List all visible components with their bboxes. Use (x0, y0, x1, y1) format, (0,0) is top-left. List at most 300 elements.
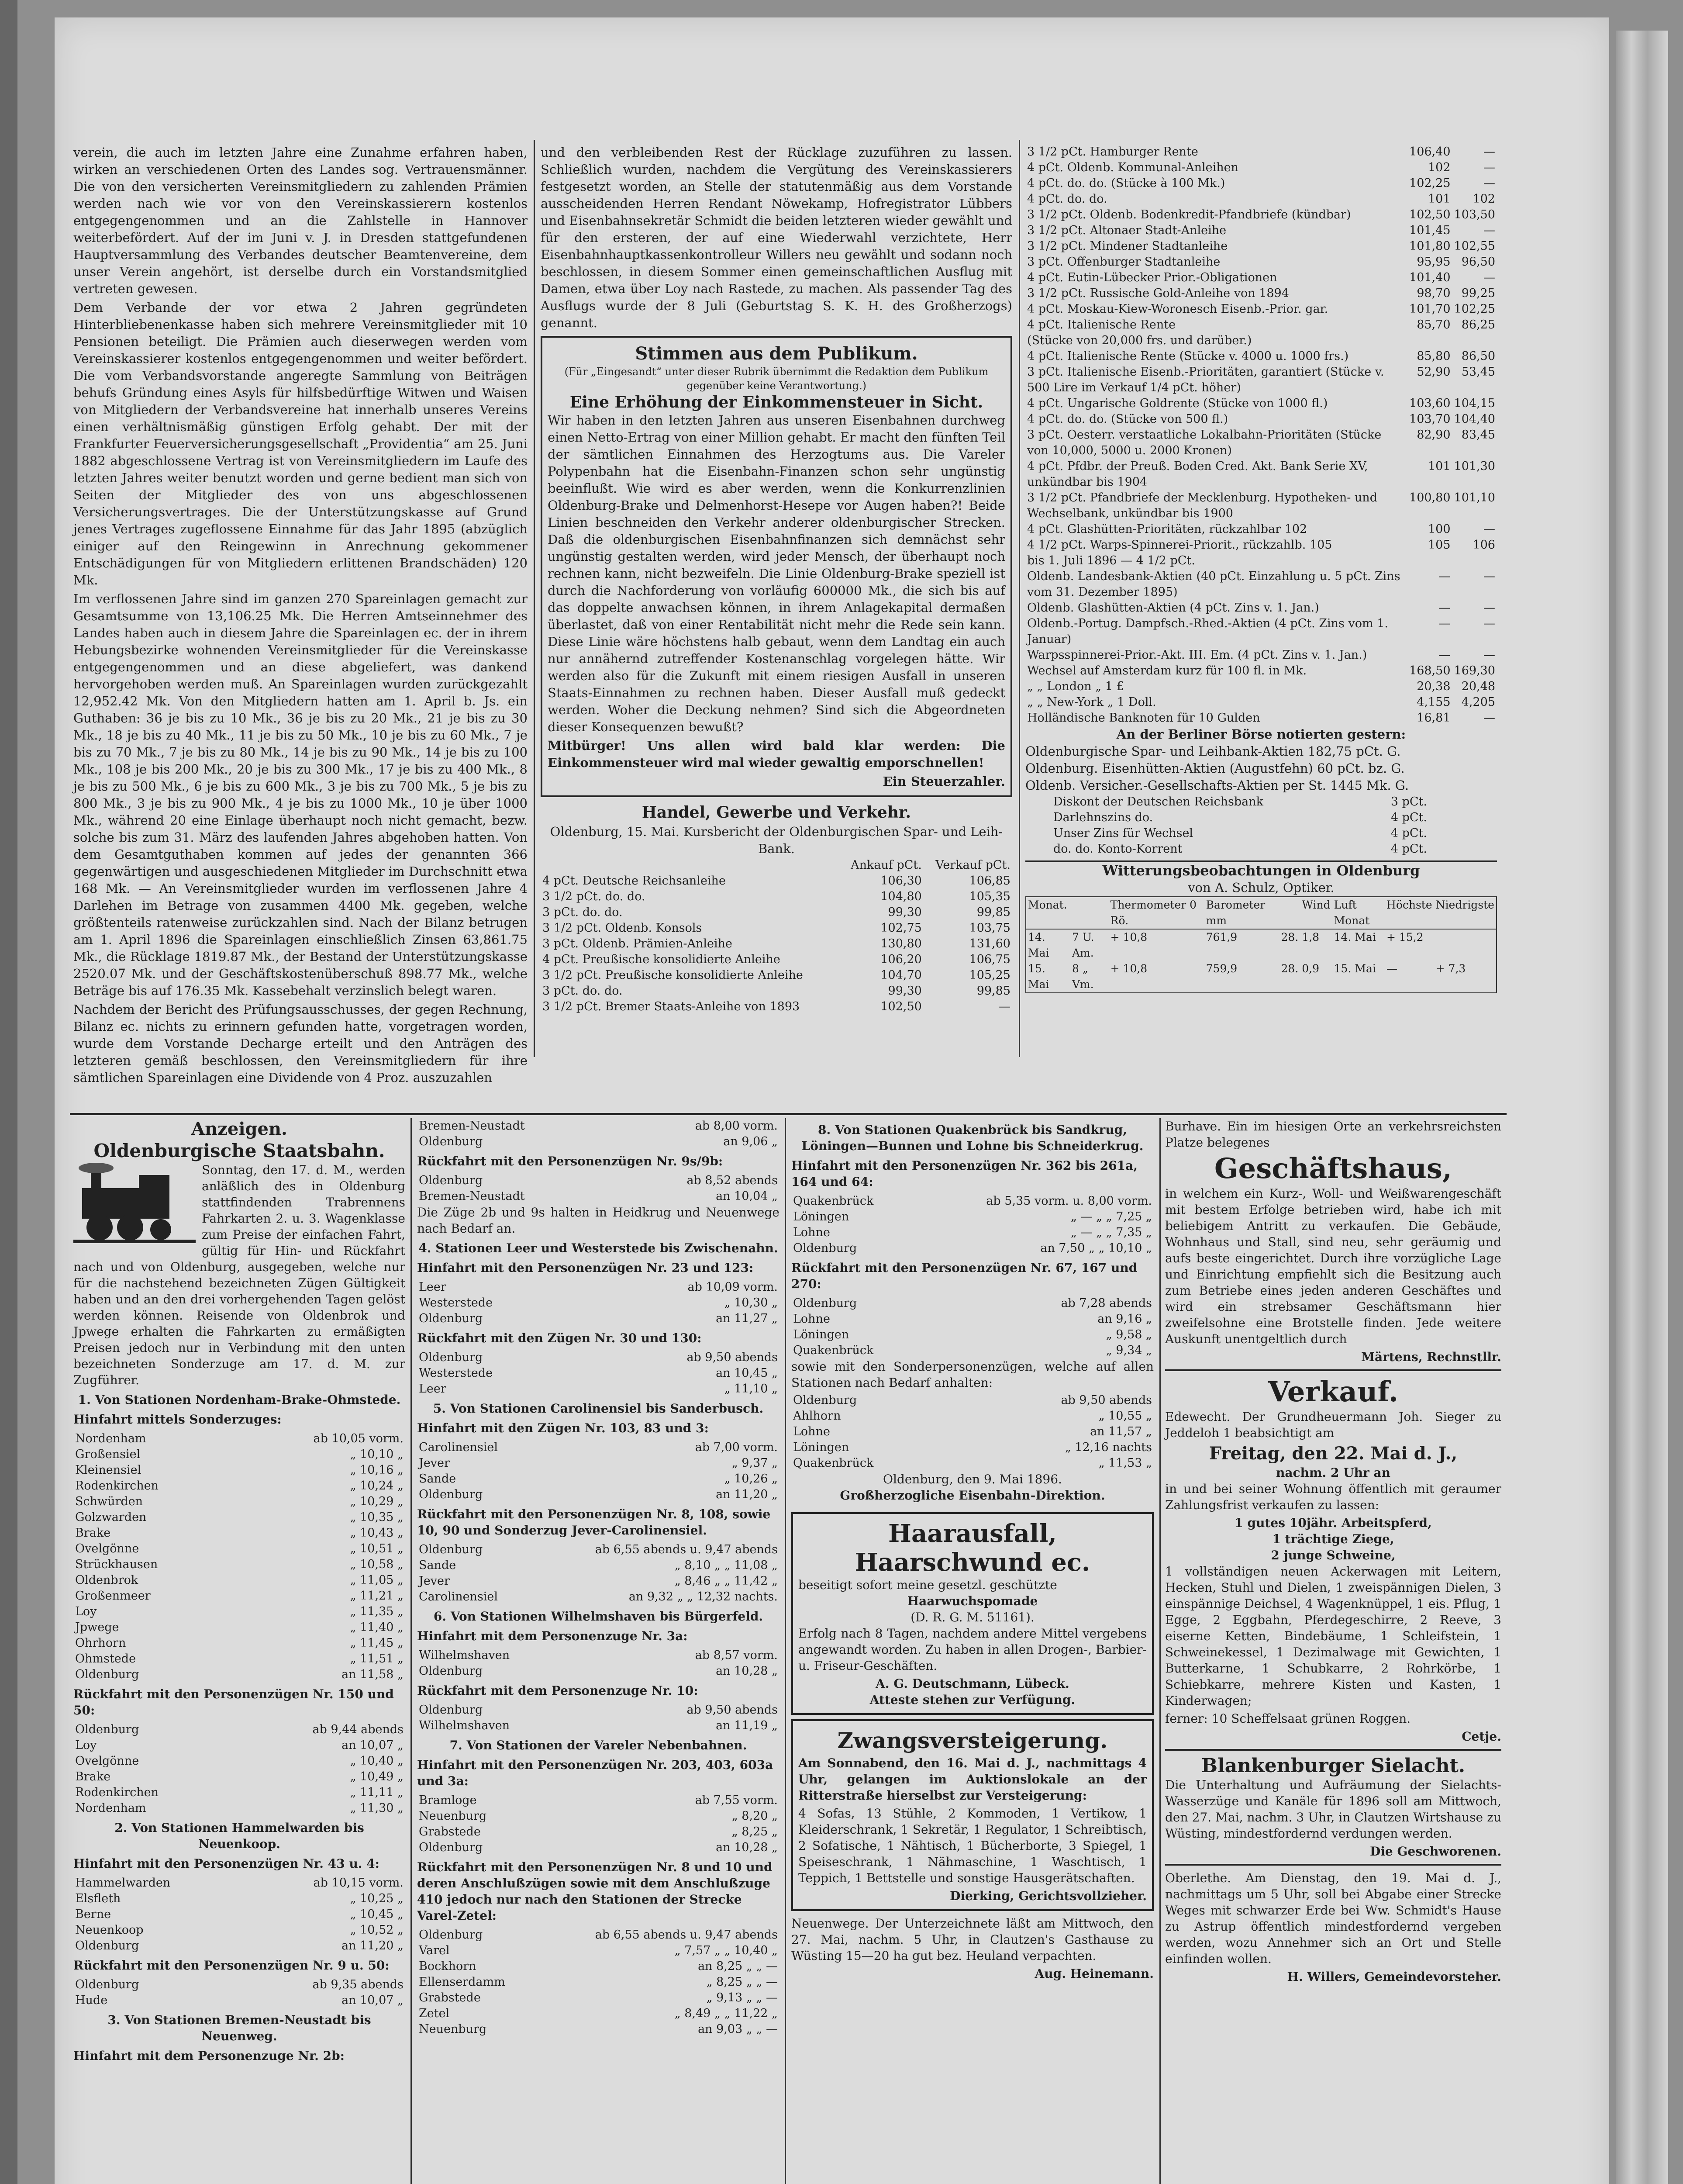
market-table (1025, 144, 1497, 726)
timetable-cell: an 11,20 „ (341, 1939, 404, 1952)
timetable-cell: Carolinensiel (419, 1590, 498, 1603)
timetable-row (417, 1134, 779, 1150)
timetable-cell: „ 11,05 „ (350, 1573, 404, 1587)
zwang-body: 4 Sofas, 13 Stühle, 2 Kommoden, 1 Vertikow, 1 Kleiderschrank, 1 Sekretär, 1 Regulator, 1 Schreibtisch, 2 Sofatische, 1 Nähtisch, 1 Bücherborte, 3 Spiegel, 1 Speiseschrank, 1 Nähmaschine, 1 Waschtisch, 1 Teppich, 1 Bettstelle und sonstige Hausgerätschaften. (798, 1806, 1147, 1885)
market-cell: — (1483, 711, 1495, 725)
timetable-row (417, 1990, 779, 2006)
market-row (1025, 522, 1497, 537)
market-cell: 100,80 (1409, 491, 1451, 505)
market-cell: 102,25 (1454, 302, 1495, 316)
timetable-row (73, 1557, 405, 1572)
market-cell: 4,155 (1417, 695, 1451, 709)
verkauf-time: nachm. 2 Uhr an (1276, 1465, 1391, 1480)
timetable-cell: an 11,19 „ (716, 1719, 778, 1732)
timetable-cell: Sande (419, 1559, 456, 1572)
kurs-row (541, 983, 1012, 999)
timetable (791, 1393, 1154, 1471)
timetable-row (417, 1927, 779, 1943)
rate-label: do. do. Konto-Korrent (1053, 842, 1183, 856)
rates-table (1052, 794, 1429, 857)
timetable-cell: Oldenburg (793, 1393, 857, 1407)
timetable-row (417, 1793, 779, 1808)
hinfahrt-label: Hinfahrt mit dem Personenzuge Nr. 2b: (73, 2049, 345, 2063)
rail-intro: Sonntag, den 17. d. M., werden anläßlich des in Oldenburg stattfindenden Trabrennens Fahrkarten 2. u. 3. Wagenklasse zum Preise der einfachen Fahrt, gültig für Hin- und Rückfahrt nach und von Oldenburg, ausgegeben, welche nur für die nachstehend bezeichneten Zügen Gültigkeit haben und an den drei vorhergehenden Tagen gelöst werden können. Reisende von Oldenbrok und Jpwege erhalten die Fahrkarten zu ermäßigten Preisen jedoch nur in Verbindung mit den unten bezeichneten Sonderzuge am 17. d. M. zur Zugführer. (73, 1163, 405, 1387)
timetable-row (73, 1510, 405, 1525)
market-cell: 4 pCt. Oldenb. Kommunal-Anleihen (1027, 161, 1239, 174)
timetable-cell: „ 10,10 „ (350, 1448, 404, 1461)
market-cell: 3 pCt. Offenburger Stadtanleihe (1027, 255, 1221, 269)
timetable-cell: „ 11,40 „ (350, 1621, 404, 1634)
kurs-row (541, 905, 1012, 920)
timetable-cell: ab 7,00 vorm. (695, 1441, 778, 1454)
timetable-cell: „ 11,35 „ (350, 1605, 404, 1618)
market-cell: Warpsspinnerei-Prior.-Akt. III. Em. (4 pCt. Zins v. 1. Jan.) (1027, 648, 1367, 662)
market-row (1025, 663, 1497, 679)
weather-cell: 15. Mai (1334, 962, 1376, 975)
column-divider (1019, 140, 1020, 1057)
kurs-cell: 3 pCt. Oldenb. Prämien-Anleihe (542, 937, 732, 950)
timetable-row (791, 1327, 1154, 1343)
haar-intro: beseitigt sofort meine gesetzl. geschützte (798, 1578, 1057, 1592)
column-divider (785, 1118, 786, 2184)
timetable (417, 1279, 779, 1327)
market-cell: 4,205 (1461, 695, 1495, 709)
timetable (417, 1118, 779, 1150)
verkauf-item: 1 trächtige Ziege, (1272, 1532, 1394, 1546)
timetable-cell: „ 10,58 „ (350, 1558, 404, 1571)
timetable-row (417, 1943, 779, 1959)
weather-head-cell: Niedrigste (1435, 898, 1494, 911)
rueckfahrt-label: Rückfahrt mit den Personenzügen Nr. 9s/9b: (417, 1154, 723, 1168)
timetable-cell: ab 10,05 vorm. (313, 1432, 404, 1445)
timetable (791, 1296, 1154, 1358)
kurs-cell: 105,25 (969, 968, 1010, 982)
timetable-row (417, 1487, 779, 1503)
timetable-row (417, 1381, 779, 1397)
timetable-cell: „ 10,26 „ (724, 1472, 778, 1486)
timetable-cell: Kleinensiel (75, 1463, 141, 1477)
kurs-cell: 99,85 (976, 984, 1010, 998)
timetable (417, 1793, 779, 1856)
timetable-cell: „ 11,45 „ (350, 1636, 404, 1650)
market-cell: Oldenb. Landesbank-Aktien (40 pCt. Einzahlung u. 5 pCt. Zins vom 31. Dezember 1895) (1027, 570, 1400, 599)
market-cell: 20,48 (1461, 680, 1495, 693)
market-row (1025, 317, 1497, 333)
market-cell: 103,70 (1409, 412, 1451, 426)
rate-row (1052, 794, 1429, 810)
kurs-cell: 106,20 (880, 953, 922, 966)
kurs-cell: 3 1/2 pCt. do. do. (542, 890, 645, 903)
timetable-cell: Ovelgönne (75, 1542, 139, 1555)
timetable-row (417, 1648, 779, 1663)
stimmen-title: Stimmen aus dem Publikum. (635, 343, 918, 364)
market-cell: — (1438, 601, 1451, 615)
timetable-cell: „ 10,43 „ (350, 1526, 404, 1540)
timetable-cell: Berne (75, 1908, 111, 1921)
weather-row (1026, 961, 1497, 993)
timetable-cell: Leer (419, 1280, 446, 1294)
timetable-row (73, 1462, 405, 1478)
market-cell: 106 (1473, 538, 1495, 552)
article-body: Wir haben in den letzten Jahren aus unseren Eisenbahnen durchweg einen Netto-Ertrag von einer Million gehabt. Er macht den fünften Teil der sämtlichen Einnahmen des Herzogtums aus. Die Vareler Polypenbahn hat die Eisenbahn-Finanzen schon sehr ungünstig beeinflußt. Wie wird es aber werden, wenn die Konkurrenzlinien Oldenburg-Brake und Delmenhorst-Hesepe vor Augen haben?! Beide Linien beschneiden den Verkehr anderer oldenburgischer Strecken. Daß die oldenburgischen Eisenbahnfinanzen sich demnächst sehr ungünstig gestalten werden, wird jeder Mensch, der überhaupt noch rechnen kann, nicht bezweifeln. Die Linie Oldenburg-Brake speziell ist durch die Nachforderung von vorläufig 600000 Mk., die sich bis auf das doppelte anwachsen können, in ihrem Anlagekapital dermaßen überlastet, daß von einer Rentabilität nicht mehr die Rede sein kann. Diese Linie wäre höchstens halb gebaut, wenn dem Landtag ein auch nur annähernd zutreffender Kostenanschlag vorgelegen hätte. Wir werden also für die Zukunft mit einem riesigen Ausfall in unseren Staats-Einnahmen zu rechnen haben. Dieser Ausfall muß gedeckt werden. Woher die Deckung nehmen? Sind sich die Abgeordneten dieser Konsequenzen bewußt? (548, 413, 1005, 734)
market-row (1025, 537, 1497, 553)
market-cell: „ „ New-York „ 1 Doll. (1027, 695, 1156, 709)
weather-subtitle: von A. Schulz, Optiker. (1188, 880, 1335, 895)
market-cell: 3 1/2 pCt. Hamburger Rente (1027, 145, 1198, 159)
neuenwege-ad: Neuenwege. Der Unterzeichnete läßt am Mittwoch, den 27. Mai, nachm. 5 Uhr, in Clautzen's Gasthause zu Wüsting 15—20 ha gut bez. Heuland verpachten. (791, 1916, 1154, 1963)
timetable-row (73, 1891, 405, 1907)
station-title: 3. Von Stationen Bremen-Neustadt bis Neuenweg. (107, 2013, 371, 2043)
timetable (417, 1173, 779, 1204)
verkauf-body-3: ferner: 10 Scheffelsaat grünen Roggen. (1165, 1711, 1411, 1726)
market-row (1025, 553, 1497, 569)
timetable-cell: „ 10,49 „ (350, 1770, 404, 1783)
timetable-row (73, 1651, 405, 1667)
timetable-row (417, 1350, 779, 1365)
timetable-row (791, 1424, 1154, 1440)
kurs-row (541, 889, 1012, 905)
timetable-cell: „ 10,35 „ (350, 1510, 404, 1524)
weather-cell: — (1386, 962, 1398, 975)
zwang-signature: Dierking, Gerichtsvollzieher. (950, 1889, 1147, 1903)
rueckfahrt-label: Rückfahrt mit den Personenzügen Nr. 67, 167 und 270: (791, 1261, 1138, 1291)
timetable-cell: Oldenburg (419, 1351, 483, 1364)
timetable-cell: ab 5,35 vorm. u. 8,00 vorm. (986, 1194, 1152, 1208)
market-cell: 102,25 (1409, 176, 1451, 190)
weather-cell: 14. Mai (1028, 931, 1049, 959)
market-cell: 4 pCt. do. do. (1027, 192, 1107, 206)
rueckfahrt-label: Rückfahrt mit den Personenzügen Nr. 8, 108, sowie 10, 90 und Sonderzug Jever-Carolinensiel. (417, 1507, 771, 1538)
timetable-cell: Leer (419, 1382, 446, 1396)
timetable-row (73, 1635, 405, 1651)
timetable (73, 1722, 405, 1816)
weather-row (1026, 929, 1497, 961)
timetable-cell: Bockhorn (419, 1959, 476, 1973)
timetable-cell: Oldenburg (419, 1841, 483, 1854)
kurs-cell: 4 pCt. Preußische konsolidierte Anleihe (542, 953, 780, 966)
timetable-cell: „ 9,37 „ (731, 1456, 778, 1470)
market-cell: „ „ London „ 1 £ (1027, 680, 1124, 693)
timetable-cell: „ 8,25 „ „ — (706, 1975, 778, 1989)
timetable-row (73, 1938, 405, 1954)
timetable-cell: „ 8,25 „ (731, 1825, 778, 1838)
market-cell: bis 1. Juli 1896 — 4 1/2 pCt. (1027, 554, 1195, 567)
timetable-cell: „ 9,13 „ „ — (706, 1991, 778, 2004)
timetable-row (417, 1455, 779, 1471)
timetable-cell: Westerstede (419, 1366, 493, 1380)
market-row (1025, 459, 1497, 490)
verkauf-body-2: 1 vollständigen neuen Ackerwagen mit Leitern, Hecken, Stuhl und Dielen, 1 zweispännigen Dielen, 3 einspännige Deichsel, 4 Wagenknüppel, 1 eis. Pflug, 1 Egge, 2 Eggbahn, Pferdegeschirre, 2 Reeve, 3 eiserne Ketten, Bindebäume, 1 Schleifstein, 1 Schweinekessel, 1 Dezimalwage mit Gewichten, 1 Butterkarne, 1 Schubkarre, 2 Rohrkörbe, 1 Schiebkarre, mehrere Kisten und Kasten, 1 Kinderwagen; (1165, 1564, 1501, 1708)
market-row (1025, 270, 1497, 286)
market-row (1025, 191, 1497, 207)
timetable-row (417, 1118, 779, 1134)
weather-head-cell (1070, 897, 1109, 929)
weather-cell: 28. (1281, 962, 1299, 975)
berlin-line: Oldenb. Versicher.-Gesellschafts-Aktien per St. 1445 Mk. G. (1025, 778, 1409, 793)
verkauf-body-1: in und bei seiner Wohnung öffentlich mit geraumer Zahlungsfrist verkaufen zu lassen: (1165, 1482, 1501, 1512)
market-cell: 102 (1473, 192, 1495, 206)
timetable-row (417, 1589, 779, 1605)
timetable-row (73, 1494, 405, 1510)
weather-cell: + 10,8 (1110, 931, 1148, 943)
timetable-cell: ab 9,50 abends (1061, 1393, 1152, 1407)
timetable-cell: „ 10,45 „ (350, 1908, 404, 1921)
timetable-cell: „ 7,57 „ „ 10,40 „ (674, 1944, 778, 1957)
market-cell: 101,30 (1454, 460, 1495, 473)
zwang-title: Zwangsversteigerung. (837, 1728, 1108, 1753)
weather-head-cell: Monat. (1028, 898, 1067, 911)
timetable-cell: Jpwege (75, 1621, 119, 1634)
timetable-cell: „ 8,46 „ „ 11,42 „ (674, 1574, 778, 1588)
timetable-row (73, 1478, 405, 1494)
timetable-row (417, 1808, 779, 1824)
timetable-row (417, 1542, 779, 1558)
market-row (1025, 710, 1497, 726)
market-cell: 85,80 (1417, 349, 1451, 363)
timetable-cell: Quakenbrück (793, 1344, 874, 1357)
timetable-cell: Brake (75, 1526, 111, 1540)
kurs-cell: — (999, 1000, 1010, 1013)
ads-column-4 (1165, 1118, 1501, 2184)
timetable-cell: „ 11,53 „ (1098, 1456, 1152, 1470)
timetable-cell: Oldenburg (419, 1703, 483, 1717)
report-para-3: Im verflossenen Jahre sind im ganzen 270 Spareinlagen gemacht zur Gesamtsumme von 13,106.25 Mk. Die Herren Amtseinnehmer des Landes haben auch in diesem Jahre die Spareinlagen ec. der in ihrem Hebungsbezirke wohnenden Vereinsmitglieder für die Vereinskasse entgegengenommen und an diese abgeliefert, was dankend hervorgehoben werden muß. An Spareinlagen wurden zurückgezahlt 12,952.42 Mk. Von den Mitgliedern hatten am 1. April b. Js. ein Guthaben: 36 je bis zu 10 Mk., 36 je bis zu 20 Mk., 21 je bis zu 30 Mk., 18 je bis zu 40 Mk., 11 je bis zu 50 Mk., 10 je bis zu 60 Mk., 7 je bis zu 70 Mk., 7 je bis zu 80 Mk., 14 je bis zu 90 Mk., 14 je bis zu 100 Mk., 108 je bis 200 Mk., 20 je bis zu 300 Mk., 17 je bis zu 400 Mk., 8 je bis zu 500 Mk., 6 je bis zu 600 Mk., 3 je bis zu 700 Mk., 5 je bis zu 800 Mk., 3 je bis zu 900 Mk., 4 je bis zu 1000 Mk., 10 je über 1000 Mk., während 20 eine Einlage überhaupt noch nicht gemacht, bezw. solche bis zum 31. März des laufenden Jahres abgehoben hatten. Von dem Gesamtguthaben kommen auf jedes der genannten 366 gegenwärtigen und ausgeschiedenen Mitglieder im Durchschnitt etwa 168 Mk. — An Vereinsmitglieder wurden im verflossenen Jahre 4 Darlehen im Betrage von zusammen 4400 Mk. gegeben, welche größtenteils ratenweise zurückzahlen sind. Nach der Bilanz betrugen am 1. April 1896 die Spareinlagen einschließlich Zinsen 63,861.75 Mk., die Rücklage 1819.87 Mk., der Bestand der Unterstützungskasse 2520.07 Mk. und der Geschäftskostenüberschuß 898.77 Mk., welche Beträge bis auf 176.35 Mk. Kassebehalt verzinslich belegt waren. (73, 591, 528, 998)
timetable-row (791, 1209, 1154, 1225)
market-cell: 86,50 (1461, 349, 1495, 363)
timetable-cell: Oldenburg (419, 1928, 483, 1942)
rate-value: 4 pCt. (1390, 826, 1427, 840)
verkauf-date: Freitag, den 22. Mai d. J., (1209, 1443, 1458, 1464)
kurs-row (541, 920, 1012, 936)
market-row (1025, 411, 1497, 427)
burhave-intro: Burhave. Ein im hiesigen Orte an verkehrsreichsten Platze belegenes (1165, 1119, 1501, 1150)
kurs-row (541, 936, 1012, 952)
market-row (1025, 349, 1497, 364)
timetable-row (73, 1993, 405, 2008)
weather-head-cell (1279, 897, 1300, 929)
market-cell: 101,45 (1409, 224, 1451, 237)
kurs-header-cell: Ankauf pCt. (851, 858, 922, 872)
station-title: 1. Von Stationen Nordenham-Brake-Ohmstede. (78, 1393, 401, 1407)
article-signature: Ein Steuerzahler. (883, 774, 1005, 789)
rail-title: Oldenburgische Staatsbahn. (93, 1140, 385, 1161)
timetable-cell: „ 10,52 „ (350, 1923, 404, 1937)
hinfahrt-label: Hinfahrt mit den Personenzügen Nr. 23 und 123: (417, 1261, 754, 1275)
timetable-cell: „ 11,30 „ (350, 1801, 404, 1815)
ads-column-3 (791, 1118, 1154, 2184)
timetable-cell: „ 8,20 „ (731, 1809, 778, 1823)
weather-cell: 761,9 (1206, 931, 1238, 943)
market-cell: 86,25 (1461, 318, 1495, 332)
column-divider (534, 140, 535, 1057)
stimmen-note: (Für „Eingesandt“ unter dieser Rubrik übernimmt die Redaktion dem Publikum gegenüber keine Verantwortung.) (564, 366, 989, 392)
kurs-cell: 3 pCt. do. do. (542, 984, 623, 998)
market-cell: 100 (1428, 522, 1451, 536)
neuenwege-signature: Aug. Heinemann. (1035, 1966, 1154, 1981)
timetable (417, 1542, 779, 1605)
weather-cell: 7 U. Am. (1072, 931, 1094, 959)
market-cell: 104,40 (1454, 412, 1495, 426)
timetable-cell: Lohne (793, 1312, 830, 1326)
market-cell: 103,50 (1454, 208, 1495, 221)
timetable-cell: „ 10,16 „ (350, 1463, 404, 1477)
kurs-cell: 106,85 (969, 874, 1010, 888)
timetable-cell: Zetel (419, 2007, 450, 2020)
market-row (1025, 490, 1497, 522)
weather-cell: + 10,8 (1110, 962, 1148, 975)
market-cell: — (1483, 271, 1495, 284)
market-cell: 169,30 (1454, 664, 1495, 677)
timetable (417, 1648, 779, 1679)
timetable-row (417, 1471, 779, 1487)
market-cell: 96,50 (1461, 255, 1495, 269)
market-cell: 3 1/2 pCt. Altonaer Stadt-Anleihe (1027, 224, 1227, 237)
market-row (1025, 600, 1497, 616)
timetable-cell: Ohmstede (75, 1652, 136, 1666)
timetable-cell: Grabstede (419, 1991, 481, 2004)
rate-label: Unser Zins für Wechsel (1053, 826, 1193, 840)
berlin-line: Oldenburg. Eisenhütten-Aktien (Augustfehn) 60 pCt. bz. G. (1025, 761, 1405, 776)
timetable-cell: Schwürden (75, 1495, 143, 1508)
timetable-cell: an 11,20 „ (716, 1488, 778, 1501)
timetable-cell: ab 6,55 abends u. 9,47 abends (595, 1543, 778, 1556)
timetable-row (417, 1663, 779, 1679)
timetable-cell: Loy (75, 1738, 97, 1752)
rueckfahrt-label: Rückfahrt mit den Zügen Nr. 30 und 130: (417, 1331, 702, 1345)
section-divider (70, 1113, 1507, 1115)
market-cell: Wechsel auf Amsterdam kurz für 100 fl. in Mk. (1027, 664, 1307, 677)
timetable-cell: Löningen (793, 1328, 849, 1341)
haar-product: Haarwuchspomade (907, 1594, 1038, 1608)
timetable-row (417, 1173, 779, 1189)
timetable-cell: Quakenbrück (793, 1456, 874, 1470)
column-1-report (73, 144, 528, 1085)
weather-header-row (1026, 897, 1497, 929)
weather-cell: 28. (1281, 931, 1299, 943)
kurs-cell: 102,75 (880, 921, 922, 935)
market-row (1025, 333, 1497, 349)
timetable-cell: Oldenburg (419, 1488, 483, 1501)
market-row (1025, 679, 1497, 695)
market-cell: Holländische Banknoten für 10 Gulden (1027, 711, 1260, 725)
market-cell: 4 pCt. Ungarische Goldrente (Stücke von 1000 fl.) (1027, 397, 1328, 410)
hinfahrt-label: Hinfahrt mit den Personenzügen Nr. 203, 403, 603a und 3a: (417, 1758, 773, 1788)
locomotive-icon (73, 1162, 196, 1245)
kurs-cell: 106,75 (969, 953, 1010, 966)
market-cell: 101,40 (1409, 271, 1451, 284)
timetable-cell: ab 7,28 abends (1061, 1296, 1152, 1310)
market-cell: — (1483, 224, 1495, 237)
timetable-row (417, 2022, 779, 2037)
timetable-cell: Ohrhorn (75, 1636, 126, 1650)
market-cell: 4 pCt. do. do. (Stücke à 100 Mk.) (1027, 176, 1225, 190)
market-cell: — (1483, 617, 1495, 630)
timetable-cell: Oldenbrok (75, 1573, 138, 1587)
market-cell: 102 (1428, 161, 1451, 174)
timetable-cell: Jever (419, 1574, 450, 1588)
hinfahrt-label: Hinfahrt mit den Zügen Nr. 103, 83 und 3: (417, 1421, 709, 1435)
timetable-row (73, 1722, 405, 1738)
geschaeftshaus-title: Geschäftshaus, (1214, 1152, 1452, 1185)
timetable-cell: „ 10,51 „ (350, 1542, 404, 1555)
timetable-row (417, 1440, 779, 1455)
weather-cell (1434, 929, 1497, 961)
timetable-row (73, 1875, 405, 1891)
timetable-row (791, 1296, 1154, 1311)
market-cell: 4 pCt. Eutin-Lübecker Prior.-Obligationen (1027, 271, 1277, 284)
market-cell: 3 pCt. Oesterr. verstaatliche Lokalbahn-Prioritäten (Stücke von 10,000, 5000 u. 2000 Kronen) (1027, 428, 1382, 457)
rate-label: Darlehnszins do. (1053, 811, 1153, 824)
weather-cell: 0,9 (1302, 962, 1320, 975)
timetable-cell: Oldenburg (419, 1174, 483, 1187)
market-cell (1407, 333, 1452, 349)
market-row (1025, 254, 1497, 270)
timetable-cell: Oldenburg (75, 1723, 139, 1736)
haar-firm: A. G. Deutschmann, Lübeck. (876, 1676, 1069, 1691)
ads-column-1 (73, 1118, 405, 2184)
train-note: Die Züge 2b und 9s halten in Heidkrug und Neuenwege nach Bedarf an. (417, 1205, 779, 1236)
timetable-row (73, 1753, 405, 1769)
kurs-cell: 130,80 (880, 937, 922, 950)
kurs-cell: 3 1/2 pCt. Bremer Staats-Anleihe von 1893 (542, 1000, 800, 1013)
verkauf-item: 1 gutes 10jähr. Arbeitspferd, (1235, 1516, 1432, 1530)
haar-patent: (D. R. G. M. 51161). (910, 1610, 1035, 1624)
stimmen-box (541, 336, 1012, 797)
weather-cell: + 7,3 (1435, 962, 1466, 975)
timetable-cell: Rodenkirchen (75, 1786, 159, 1799)
hinfahrt-label: Hinfahrt mit den Personenzügen Nr. 43 u. 4: (73, 1856, 380, 1871)
market-row (1025, 647, 1497, 663)
market-cell: 105 (1428, 538, 1451, 552)
timetable-row (417, 1840, 779, 1856)
timetable-cell: Oldenburg (419, 1135, 483, 1148)
market-cell: 3 1/2 pCt. Mindener Stadtanleihe (1027, 239, 1228, 253)
timetable-cell: ab 8,00 vorm. (695, 1119, 778, 1133)
timetable-cell: „ 10,25 „ (350, 1892, 404, 1905)
market-cell: 3 1/2 pCt. Pfandbriefe der Mecklenburg. Hypotheken- und Wechselbank, unkündbar bis 1900 (1027, 491, 1377, 520)
kurs-cell: 3 1/2 pCt. Oldenb. Konsols (542, 921, 702, 935)
timetable-cell: „ 11,21 „ (350, 1589, 404, 1603)
timetable-cell: Varel (419, 1944, 450, 1957)
timetable (73, 1431, 405, 1683)
timetable-row (73, 1447, 405, 1462)
kurs-cell: 106,30 (880, 874, 922, 888)
timetable (73, 1875, 405, 1954)
market-row (1025, 695, 1497, 710)
market-cell: — (1483, 145, 1495, 159)
market-cell: — (1483, 176, 1495, 190)
timetable-cell: Oldenburg (419, 1543, 483, 1556)
timetable-cell: „ 10,30 „ (724, 1296, 778, 1310)
market-row (1025, 207, 1497, 223)
timetable-row (417, 1702, 779, 1718)
weather-head-cell: Höchste (1386, 898, 1432, 911)
timetable-cell: Oldenburg (75, 1939, 139, 1952)
timetable-cell: an 10,28 „ (716, 1841, 778, 1854)
market-row (1025, 223, 1497, 238)
report-continuation: und den verbleibenden Rest der Rücklage zuzuführen zu lassen. Schließlich wurden, nachdem die Vergütung des Vereinskassierers festgesetzt worden, an Stelle der statutenmäßig aus dem Vorstande ausscheidenden Herren Rendant Nöwekamp, Hofregistrator Lübbers und Eisenbahnsekretär Schmidt die beiden letzteren wieder gewählt und für den ersteren, der auf eine Wiederwahl verzichtete, Herr Eisenbahnhauptkassenkontrolleur Willers neu gewählt und sodann noch beschlossen, in diesem Sommer einen gemeinschaftlichen Ausflug mit Damen, etwa über Loy nach Rastede, zu machen. Als passender Tag des Ausflugs wurde der 8 Juli (Geburtstag S. K. H. des Großherzogs) genannt. (541, 145, 1012, 330)
market-row (1025, 427, 1497, 459)
market-row (1025, 301, 1497, 317)
timetable (417, 1350, 779, 1397)
timetable-row (73, 1907, 405, 1922)
timetable-cell: „ 10,24 „ (350, 1479, 404, 1493)
blankenburg-body: Die Unterhaltung und Aufräumung der Sielachts-Wasserzüge und Kanäle für 1896 soll am Mittwoch, den 27. Mai, nachm. 3 Uhr, in Clautzen Wirtshause zu Wüsting, mindestfordernd verdungen werden. (1165, 1778, 1501, 1841)
timetable-cell: „ 9,34 „ (1106, 1344, 1152, 1357)
geschaeftshaus-signature: Märtens, Rechnstllr. (1361, 1350, 1501, 1364)
weather-table (1025, 896, 1497, 993)
timetable-cell: Löningen (793, 1441, 849, 1454)
